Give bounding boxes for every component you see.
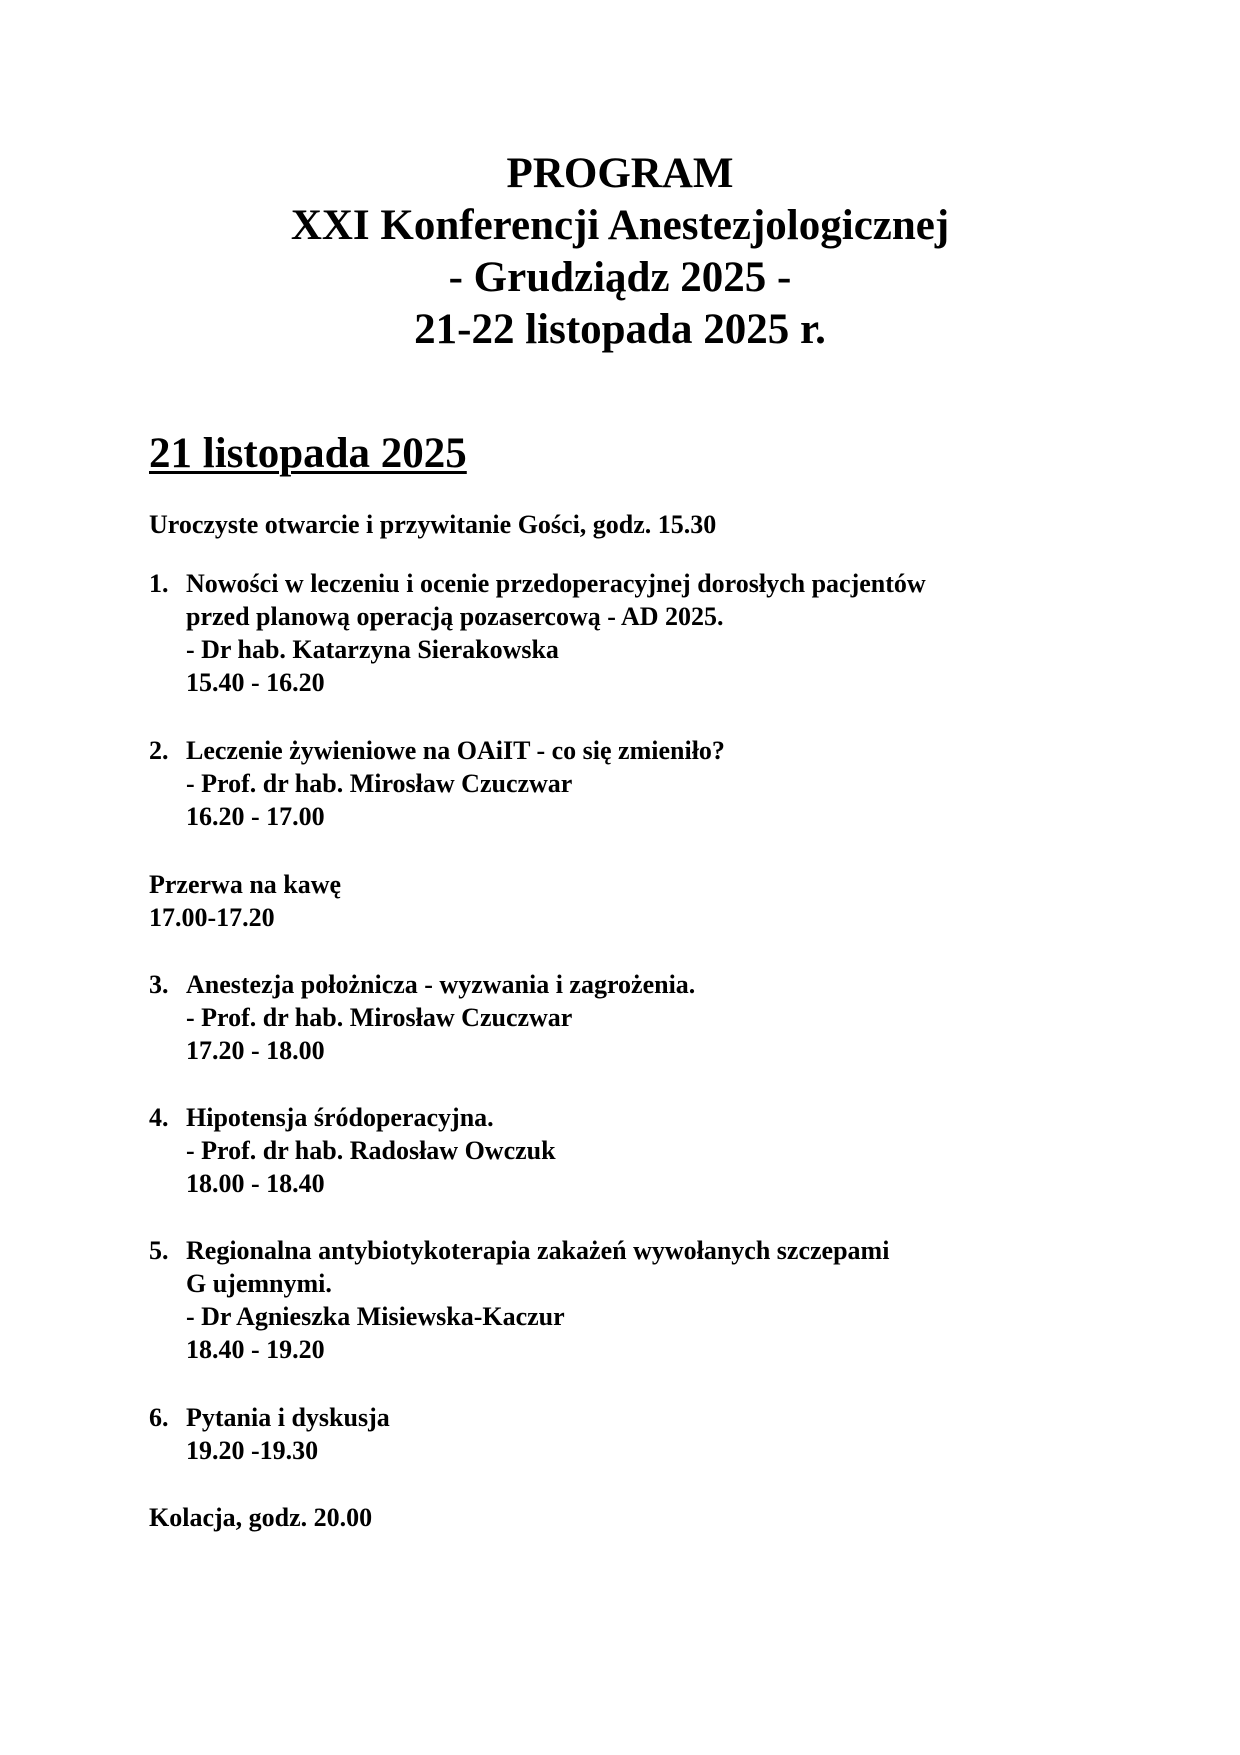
item-5-time: 18.40 - 19.20 [186,1335,325,1364]
item-3-time: 17.20 - 18.00 [186,1036,325,1065]
item-6-title: Pytania i dyskusja [186,1403,390,1432]
item-4-speaker: - Prof. dr hab. Radosław Owczuk [186,1136,556,1165]
item-5-title-line-2: G ujemnymi. [186,1269,332,1298]
item-3-number: 3. [149,970,169,999]
item-2-title: Leczenie żywieniowe na OAiIT - co się zmieniło? [186,736,725,765]
item-5-speaker: - Dr Agnieszka Misiewska-Kaczur [186,1302,565,1331]
day-heading: 21 listopada 2025 [149,430,467,477]
item-1-time: 15.40 - 16.20 [186,668,325,697]
item-2-number: 2. [149,736,169,765]
item-6-time: 19.20 -19.30 [186,1436,319,1465]
title-line-program: PROGRAM [506,150,734,197]
item-3-speaker: - Prof. dr hab. Mirosław Czuczwar [186,1003,573,1032]
item-1-title-line-2: przed planową operacją pozasercową - AD 2025. [186,602,724,631]
item-1-title-line-1: Nowości w leczeniu i ocenie przedoperacyjnej dorosłych pacjentów [186,569,926,598]
item-5-number: 5. [149,1236,169,1265]
item-6-number: 6. [149,1403,169,1432]
opening-line: Uroczyste otwarcie i przywitanie Gości, godz. 15.30 [149,510,717,539]
dinner-line: Kolacja, godz. 20.00 [149,1503,373,1532]
break-time: 17.00-17.20 [149,903,275,932]
item-5-title-line-1: Regionalna antybiotykoterapia zakażeń wywołanych szczepami [186,1236,890,1265]
item-4-time: 18.00 - 18.40 [186,1169,325,1198]
title-line-conference: XXI Konferencji Anestezjologicznej [290,202,950,249]
item-3-title: Anestezja położnicza - wyzwania i zagrożenia. [186,970,696,999]
item-2-speaker: - Prof. dr hab. Mirosław Czuczwar [186,769,573,798]
title-line-location: - Grudziądz 2025 - [448,254,792,301]
item-1-speaker: - Dr hab. Katarzyna Sierakowska [186,635,559,664]
item-4-title: Hipotensja śródoperacyjna. [186,1103,494,1132]
item-2-time: 16.20 - 17.00 [186,802,325,831]
item-1-number: 1. [149,569,169,598]
item-4-number: 4. [149,1103,169,1132]
program-title [0,148,1240,356]
title-line-dates: 21-22 listopada 2025 r. [414,306,826,353]
break-label: Przerwa na kawę [149,870,342,899]
